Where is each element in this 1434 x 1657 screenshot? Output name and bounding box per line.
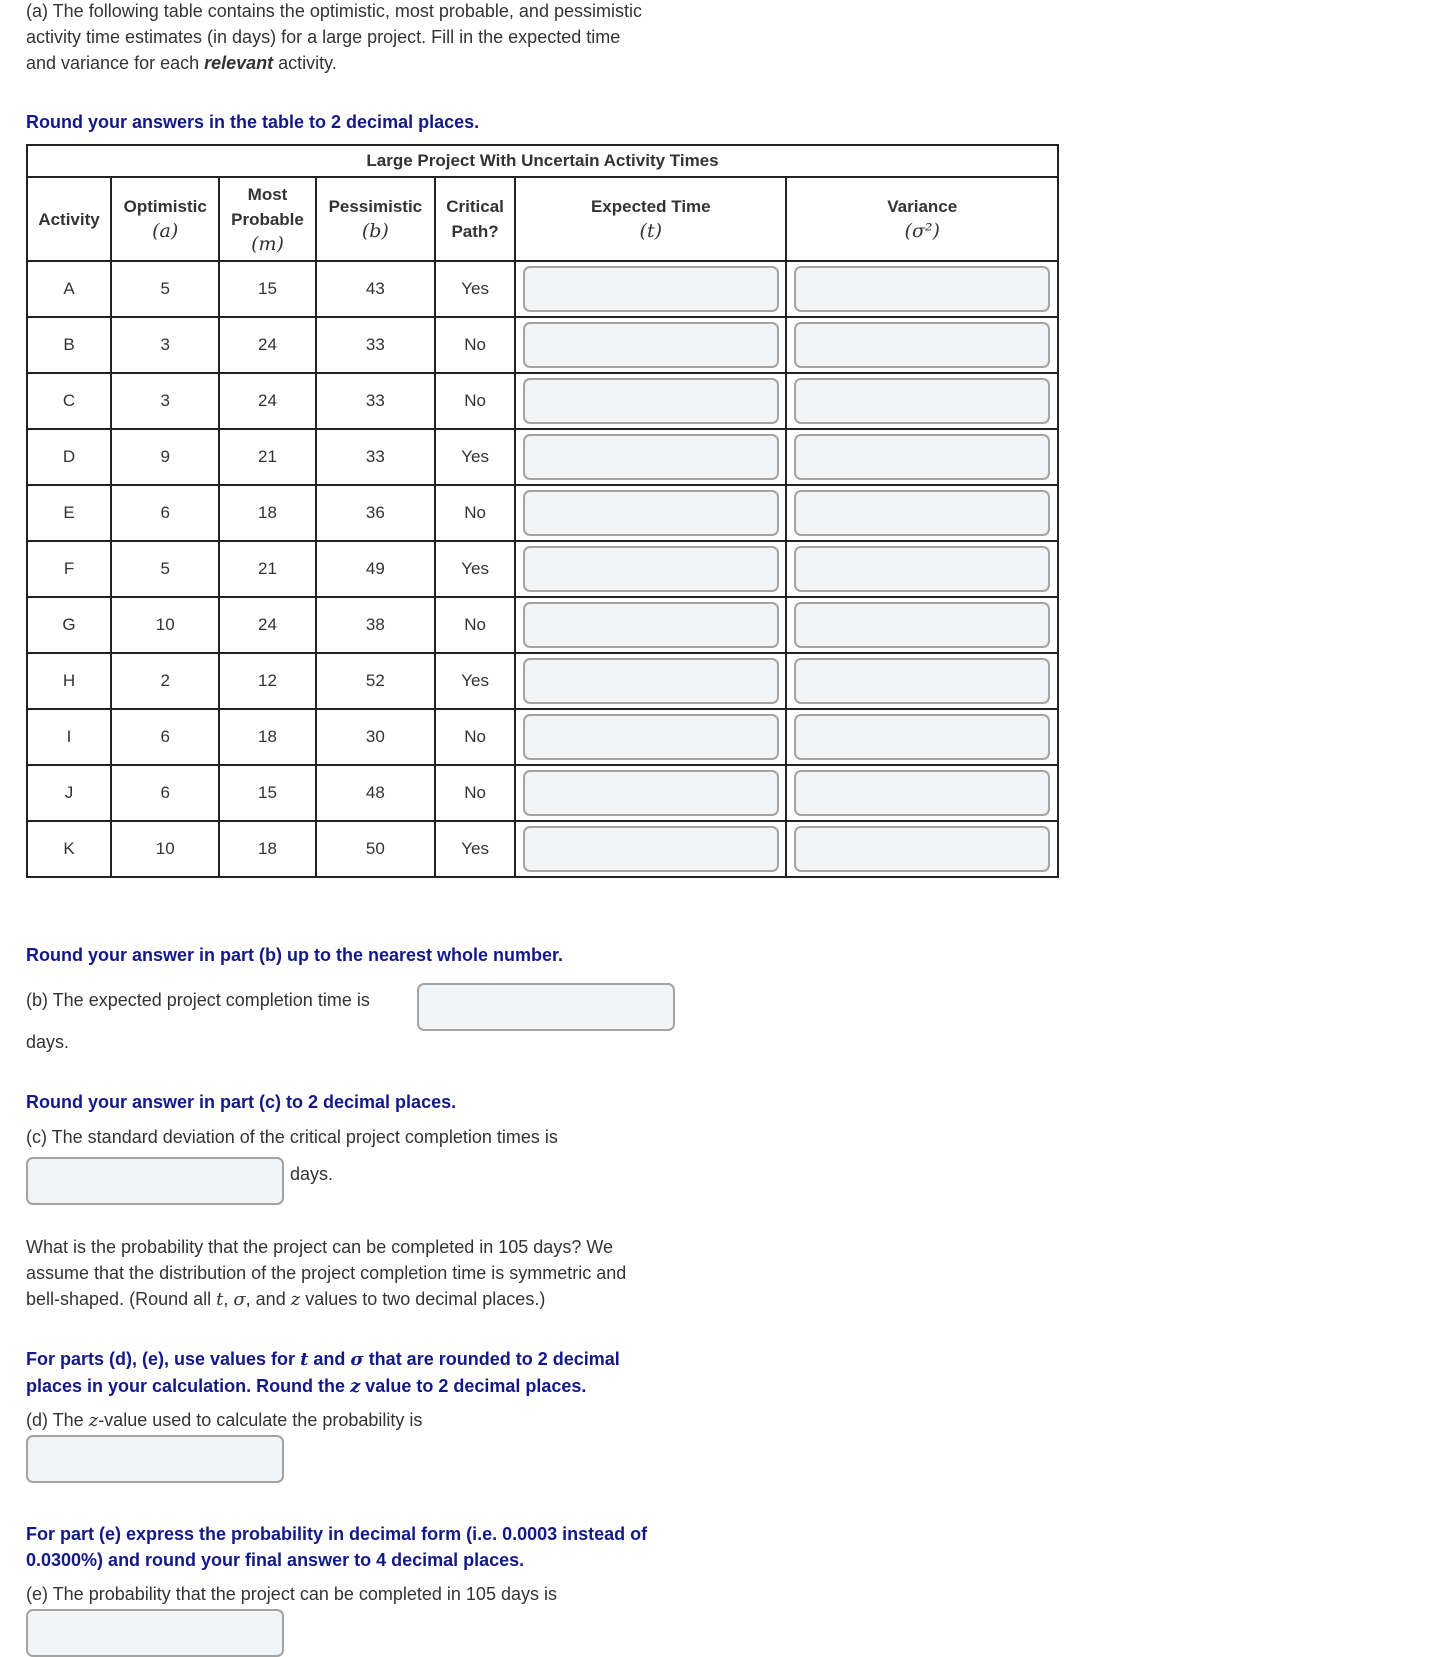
cell-optimistic: 6 [111, 709, 219, 765]
cell-activity: E [27, 485, 111, 541]
part-d-text: (d) The z-value used to calculate the probability is [26, 1410, 423, 1431]
cell-optimistic: 6 [111, 765, 219, 821]
cell-most-probable: 21 [219, 541, 315, 597]
round-table-note: Round your answers in the table to 2 decimal places. [26, 112, 480, 132]
variance-input-A[interactable] [794, 266, 1050, 312]
cell-optimistic: 10 [111, 597, 219, 653]
variance-input-H[interactable] [794, 658, 1050, 704]
cell-optimistic: 6 [111, 485, 219, 541]
cell-critical: No [435, 485, 515, 541]
intro-paragraph [26, 0, 642, 76]
cell-pessimistic: 52 [316, 653, 435, 709]
cell-activity: F [27, 541, 111, 597]
cell-most-probable: 15 [219, 765, 315, 821]
cell-critical: No [435, 373, 515, 429]
cell-optimistic: 3 [111, 373, 219, 429]
expected-time-input-J[interactable] [523, 770, 779, 816]
intro-line-3: and variance for each relevant activity. [26, 53, 337, 73]
part-c-note: Round your answer in part (c) to 2 decimal places. [26, 1092, 457, 1112]
variance-input-B[interactable] [794, 322, 1050, 368]
cell-activity: K [27, 821, 111, 877]
expected-time-input-G[interactable] [523, 602, 779, 648]
expected-time-input-F[interactable] [523, 546, 779, 592]
expected-time-input-I[interactable] [523, 714, 779, 760]
variance-input-K[interactable] [794, 826, 1050, 872]
cell-most-probable: 12 [219, 653, 315, 709]
cell-optimistic: 3 [111, 317, 219, 373]
expected-time-input-K[interactable] [523, 826, 779, 872]
intro-line-1: (a) The following table contains the optimistic, most probable, and pessimistic [26, 1, 642, 21]
part-e-note: For part (e) express the probability in decimal form (i.e. 0.0003 instead of 0.0300%) and round your final answer to 4 decimal places. [26, 1524, 648, 1570]
table-title: Large Project With Uncertain Activity Times [27, 145, 1058, 177]
part-d-note: For parts (d), (e), use values for t and σ that are rounded to 2 decimal places in your calculation. Round the z value to 2 decimal places. [26, 1349, 620, 1397]
cell-pessimistic: 36 [316, 485, 435, 541]
cell-critical: Yes [435, 821, 515, 877]
variance-input-D[interactable] [794, 434, 1050, 480]
cell-most-probable: 18 [219, 485, 315, 541]
expected-time-input-C[interactable] [523, 378, 779, 424]
cell-critical: Yes [435, 429, 515, 485]
col-header-expected-time: Expected Time (t) [515, 177, 786, 261]
table-row [27, 429, 1058, 485]
table-row [27, 765, 1058, 821]
table-row [27, 373, 1058, 429]
cell-pessimistic: 49 [316, 541, 435, 597]
cell-critical: Yes [435, 261, 515, 317]
cell-critical: No [435, 597, 515, 653]
col-header-most-probable: Most Probable (m) [219, 177, 315, 261]
z-value-input[interactable] [26, 1435, 284, 1483]
part-e-text: (e) The probability that the project can be completed in 105 days is [26, 1584, 557, 1604]
cell-most-probable: 15 [219, 261, 315, 317]
cell-optimistic: 2 [111, 653, 219, 709]
cell-most-probable: 18 [219, 821, 315, 877]
cell-pessimistic: 33 [316, 429, 435, 485]
cell-activity: B [27, 317, 111, 373]
cell-critical: No [435, 317, 515, 373]
variance-input-F[interactable] [794, 546, 1050, 592]
variance-input-I[interactable] [794, 714, 1050, 760]
activity-times-table [26, 144, 1059, 878]
probability-input[interactable] [26, 1609, 284, 1657]
cell-most-probable: 24 [219, 317, 315, 373]
cell-most-probable: 24 [219, 597, 315, 653]
part-b-note: Round your answer in part (b) up to the nearest whole number. [26, 945, 564, 965]
col-header-critical-path: Critical Path? [435, 177, 515, 261]
table-row [27, 597, 1058, 653]
table-row [27, 485, 1058, 541]
cell-optimistic: 5 [111, 261, 219, 317]
intro-line-2: activity time estimates (in days) for a large project. Fill in the expected time [26, 27, 621, 47]
col-header-activity: Activity [27, 177, 111, 261]
expected-time-input-E[interactable] [523, 490, 779, 536]
variance-input-C[interactable] [794, 378, 1050, 424]
col-header-optimistic: Optimistic (a) [111, 177, 219, 261]
expected-time-input-A[interactable] [523, 266, 779, 312]
cell-pessimistic: 50 [316, 821, 435, 877]
cell-pessimistic: 43 [316, 261, 435, 317]
cell-pessimistic: 33 [316, 317, 435, 373]
cell-optimistic: 5 [111, 541, 219, 597]
relevant-emphasis: relevant [204, 53, 274, 73]
cell-critical: No [435, 765, 515, 821]
cell-activity: I [27, 709, 111, 765]
variance-input-G[interactable] [794, 602, 1050, 648]
col-header-variance: Variance (σ²) [786, 177, 1058, 261]
part-c-unit: days. [290, 1164, 334, 1184]
variance-input-E[interactable] [794, 490, 1050, 536]
cell-activity: J [27, 765, 111, 821]
cell-pessimistic: 30 [316, 709, 435, 765]
expected-time-input-H[interactable] [523, 658, 779, 704]
cell-activity: H [27, 653, 111, 709]
col-header-pessimistic: Pessimistic (b) [316, 177, 435, 261]
completion-time-input[interactable] [417, 983, 675, 1031]
expected-time-input-D[interactable] [523, 434, 779, 480]
cell-activity: G [27, 597, 111, 653]
expected-time-input-B[interactable] [523, 322, 779, 368]
cell-most-probable: 21 [219, 429, 315, 485]
cell-most-probable: 18 [219, 709, 315, 765]
cell-critical: Yes [435, 653, 515, 709]
cell-pessimistic: 48 [316, 765, 435, 821]
variance-input-J[interactable] [794, 770, 1050, 816]
cell-critical: No [435, 709, 515, 765]
table-row [27, 317, 1058, 373]
table-row [27, 821, 1058, 877]
table-row [27, 653, 1058, 709]
cell-activity: A [27, 261, 111, 317]
cell-optimistic: 9 [111, 429, 219, 485]
part-c-text: (c) The standard deviation of the critical project completion times is [26, 1127, 558, 1147]
part-b-text: (b) The expected project completion time is [26, 990, 370, 1010]
part-b-unit: days. [26, 1032, 70, 1052]
cell-pessimistic: 33 [316, 373, 435, 429]
cell-activity: D [27, 429, 111, 485]
cell-pessimistic: 38 [316, 597, 435, 653]
table-row [27, 541, 1058, 597]
probability-question: What is the probability that the project can be completed in 105 days? We assume that the distribution of the project completion time is symmetric and bell-shaped. (Round all t, σ, and z values to two decimal places.) [26, 1237, 627, 1310]
table-row [27, 261, 1058, 317]
std-dev-input[interactable] [26, 1157, 284, 1205]
table-row [27, 709, 1058, 765]
cell-most-probable: 24 [219, 373, 315, 429]
cell-optimistic: 10 [111, 821, 219, 877]
cell-activity: C [27, 373, 111, 429]
cell-critical: Yes [435, 541, 515, 597]
